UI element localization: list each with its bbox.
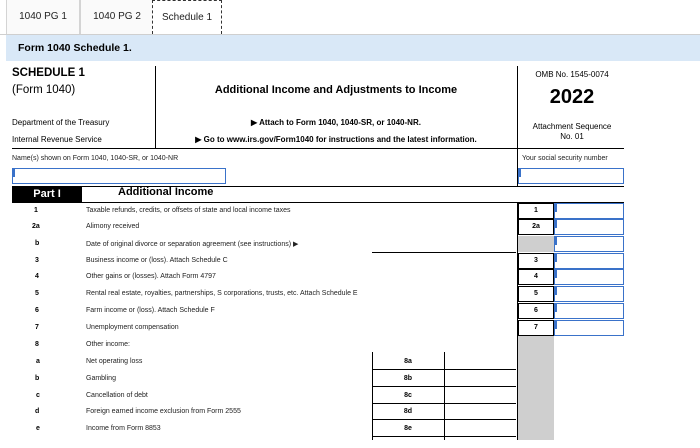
sub-box-label: 8e: [404, 425, 412, 432]
line-box-label: 7: [518, 320, 554, 336]
line-number: 3: [35, 257, 39, 264]
line-description: Cancellation of debt: [86, 392, 148, 399]
line-description: Taxable refunds, credits, or offsets of state and local income taxes: [86, 207, 291, 214]
line-description: Foreign earned income exclusion from Form 2555: [86, 408, 241, 415]
form-title: Additional Income and Adjustments to Income: [214, 84, 458, 96]
line-number: a: [36, 358, 40, 365]
part-top-rule: [12, 186, 624, 187]
sub-row-rule: [372, 436, 516, 437]
header-bottom-rule: [12, 148, 624, 149]
line-2b-date-rule: [372, 252, 516, 253]
line-number: 2a: [32, 223, 40, 230]
line-number: b: [35, 375, 40, 382]
goto-instruction: ▶ Go to www.irs.gov/Form1040 for instructions and the latest information.: [195, 135, 477, 144]
line-box-label: 2a: [518, 219, 554, 235]
line-description: Gambling: [86, 375, 116, 382]
attachment-sequence-label: Attachment Sequence: [532, 122, 612, 131]
form-banner: Form 1040 Schedule 1.: [6, 35, 700, 61]
attach-instruction: ▶ Attach to Form 1040, 1040-SR, or 1040-NR.: [251, 118, 421, 127]
tab-1040-pg1[interactable]: 1040 PG 1: [6, 0, 80, 34]
line-description: Income from Form 8853: [86, 425, 161, 432]
line-6-amount-input[interactable]: [554, 303, 624, 319]
line-description: Date of original divorce or separation agreement (see instructions) ▶: [86, 241, 299, 248]
tax-year: 2022: [549, 86, 595, 108]
omb-number: OMB No. 1545-0074: [535, 70, 609, 79]
line-2a-amount-input[interactable]: [554, 219, 624, 235]
schedule-title: SCHEDULE 1: [12, 67, 85, 79]
line-8-shade: [518, 336, 554, 440]
line-8a-amount-input[interactable]: [445, 352, 517, 369]
part-title: Additional Income: [118, 186, 214, 198]
line-number: 1: [34, 207, 38, 214]
line-description: Net operating loss: [86, 358, 143, 365]
line-8c-amount-input[interactable]: [445, 387, 517, 403]
line-4-amount-input[interactable]: [554, 269, 624, 285]
ssn-label: Your social security number: [522, 155, 608, 162]
line-description: Business income or (loss). Attach Schedule C: [86, 257, 228, 264]
line-description: Other gains or (losses). Attach Form 4797: [86, 273, 216, 280]
line-number: c: [36, 392, 40, 399]
sub-box-label: 8b: [403, 375, 413, 382]
name-input[interactable]: [12, 168, 226, 184]
department-text: Department of the Treasury: [12, 118, 110, 127]
tab-schedule-1[interactable]: Schedule 1: [152, 0, 222, 34]
line-description: Unemployment compensation: [86, 324, 179, 331]
attachment-sequence-number: No. 01: [560, 132, 584, 141]
part-label: Part I: [12, 186, 82, 202]
line-number: 7: [35, 324, 39, 331]
line-number: 8: [35, 341, 39, 348]
irs-text: Internal Revenue Service: [12, 135, 102, 144]
line-box-label: 1: [518, 203, 554, 219]
tab-1040-pg2[interactable]: 1040 PG 2: [80, 0, 154, 34]
line-2b-shade: [518, 236, 554, 252]
line-2b-date-input[interactable]: [554, 236, 624, 252]
line-description: Other income:: [86, 341, 130, 348]
line-1-amount-input[interactable]: [554, 203, 624, 219]
sub-box-label: 8a: [404, 358, 412, 365]
form-name: (Form 1040): [12, 84, 76, 96]
line-number: 6: [35, 307, 39, 314]
sub-box-label: 8c: [404, 392, 412, 399]
line-description: Alimony received: [86, 223, 140, 230]
line-box-label: 3: [518, 253, 554, 269]
line-8e-amount-input[interactable]: [445, 420, 517, 436]
line-number: 5: [35, 290, 39, 297]
line-8d-amount-input[interactable]: [445, 404, 517, 419]
tab-bar: [0, 0, 700, 35]
line-box-label: 4: [518, 269, 554, 285]
line-box-label: 6: [518, 303, 554, 319]
line-8b-amount-input[interactable]: [445, 370, 517, 386]
ssn-input[interactable]: [518, 168, 624, 184]
line-description: Farm income or (loss). Attach Schedule F: [86, 307, 215, 314]
sub-box-label: 8d: [403, 408, 413, 415]
line-description: Rental real estate, royalties, partnerships, S corporations, trusts, etc. Attach Schedule E: [86, 290, 358, 297]
line-3-amount-input[interactable]: [554, 253, 624, 269]
line-box-label: 5: [518, 286, 554, 302]
name-label: Name(s) shown on Form 1040, 1040-SR, or 1040-NR: [12, 155, 179, 162]
line-7-amount-input[interactable]: [554, 320, 624, 336]
line-number: d: [35, 408, 40, 415]
line-5-amount-input[interactable]: [554, 286, 624, 302]
line-number: 4: [35, 273, 39, 280]
line-number: e: [36, 425, 40, 432]
line-number: b: [35, 240, 40, 247]
